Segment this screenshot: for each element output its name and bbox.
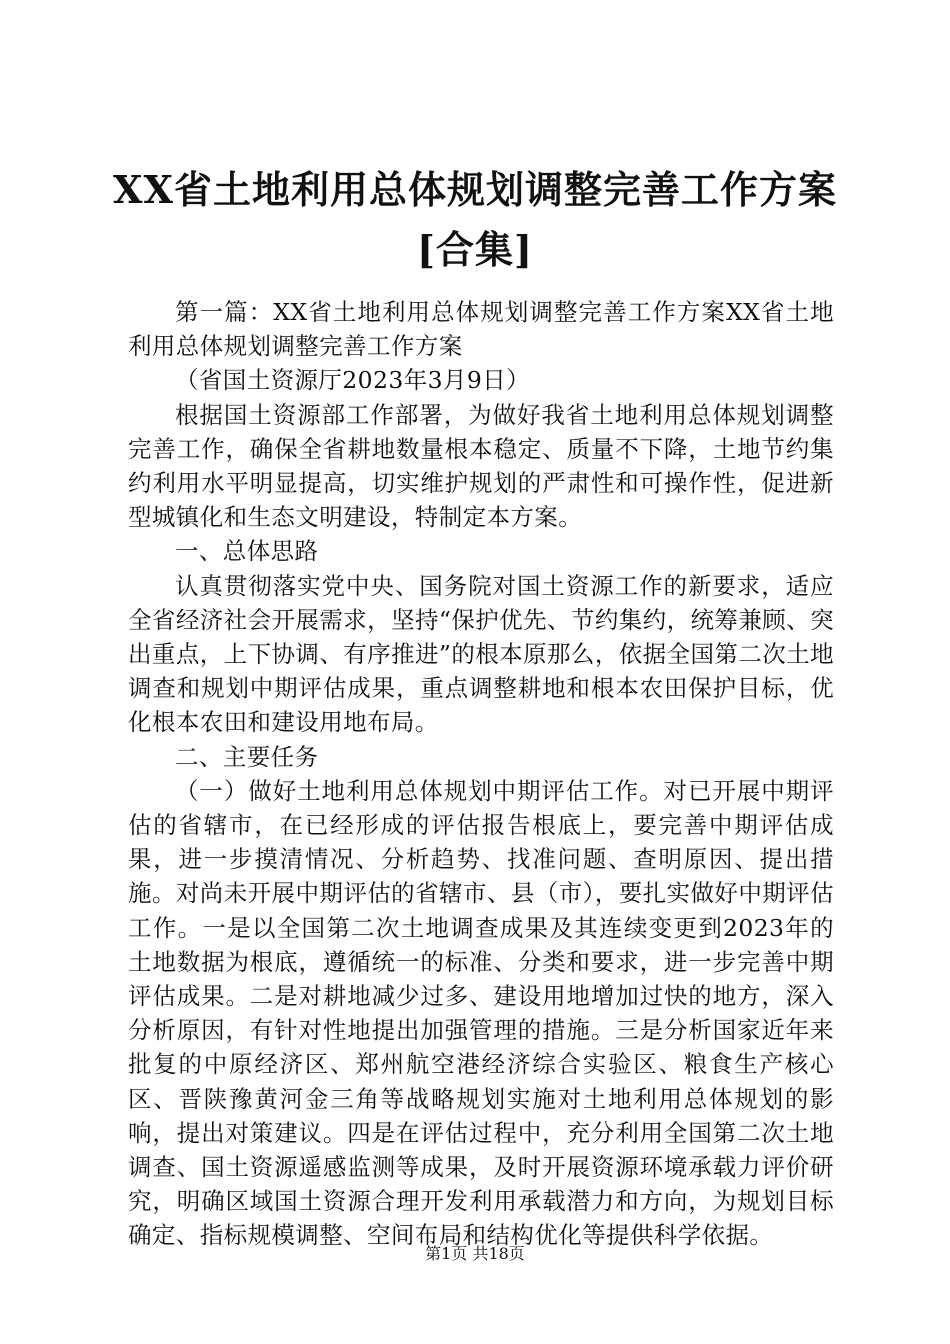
paragraph-overall-approach: 认真贯彻落实党中央、国务院对国土资源工作的新要求，适应全省经济社会开展需求，坚持“保护优先、节约集约，统筹兼顾、突出重点，上下协调、有序推进”的根本原那么，依据全国第二次土地调查和规划中期评估成果，重点调整耕地和根本农田保护目标，优化根本农田和建设用地布局。 bbox=[128, 571, 834, 737]
document-body bbox=[128, 295, 834, 1253]
paragraph-issuer-date: （省国土资源厅2023年3月9日） bbox=[175, 366, 531, 395]
paragraph-purpose: 根据国土资源部工作部署，为做好我省土地利用总体规划调整完善工作，确保全省耕地数量根本稳定、质量不下降，土地节约集约利用水平明显提高，切实维护规划的严肃性和可操作性，促进新型城镇化和生态文明建设，特制定本方案。 bbox=[128, 400, 834, 532]
paragraph-task-one: （一）做好土地利用总体规划中期评估工作。对已开展中期评估的省辖市，在已经形成的评估报告根底上，要完善中期评估成果，进一步摸清情况、分析趋势、找准问题、查明原因、提出措施。对尚未开展中期评估的省辖市、县（市），要扎实做好中期评估工作。一是以全国第二次土地调查成果及其连续变更到2023年的土地数据为根底，遵循统一的标准、分类和要求，进一步完善中期评估成果。二是对耕地减少过多、建设用地增加过快的地方，深入分析原因，有针对性地提出加强管理的措施。三是分析国家近年来批复的中原经济区、郑州航空港经济综合实验区、粮食生产核心区、晋陕豫黄河金三角等战略规划实施对土地利用总体规划的影响，提出对策建议。四是在评估过程中，充分利用全国第二次土地调查、国土资源遥感监测等成果，及时开展资源环境承载力评价研究，明确区域国土资源合理开发利用承载潜力和方向，为规划目标确定、指标规模调整、空间布局和结构优化等提供科学依据。 bbox=[128, 776, 834, 1250]
page-footer: 第1页 共18页 bbox=[425, 1244, 525, 1263]
section-heading-overall-approach: 一、总体思路 bbox=[175, 537, 319, 566]
section-heading-main-tasks: 二、主要任务 bbox=[175, 742, 319, 771]
document-title: XX省土地利用总体规划调整完善工作方案[合集] bbox=[113, 167, 837, 272]
paragraph-intro-heading: 第一篇：XX省土地利用总体规划调整完善工作方案XX省土地利用总体规划调整完善工作方案 bbox=[128, 298, 834, 361]
